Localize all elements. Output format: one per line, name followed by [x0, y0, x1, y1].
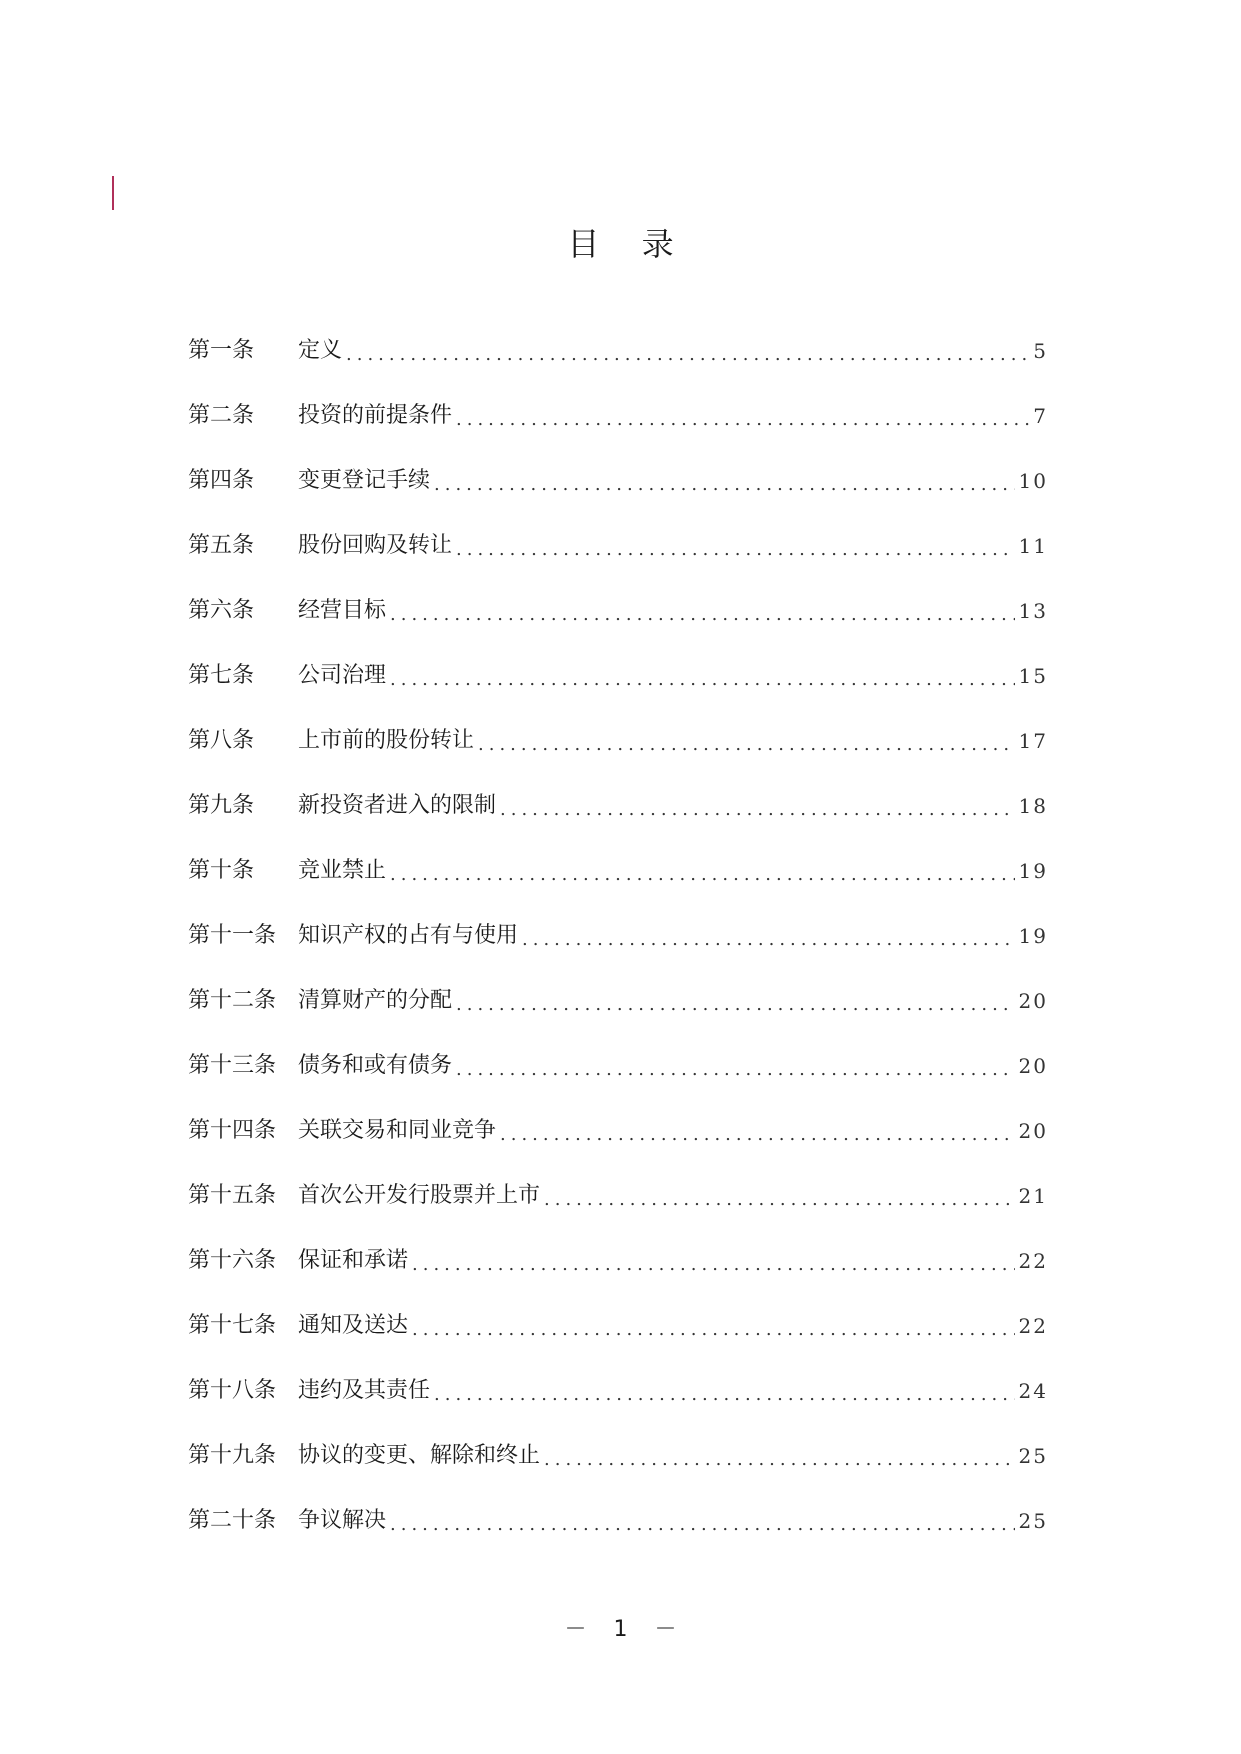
toc-entry-title: 通知及送达 — [298, 1312, 409, 1338]
toc-entry-title: 协议的变更、解除和终止 — [298, 1442, 541, 1468]
toc-dot-leader — [390, 661, 1015, 691]
toc-entry-number: 第九条 — [188, 792, 255, 818]
toc-entry[interactable] — [188, 903, 1048, 968]
toc-dot-leader — [346, 336, 1029, 366]
toc-dot-leader — [434, 466, 1015, 496]
toc-entry[interactable] — [188, 1228, 1048, 1293]
toc-entry[interactable] — [188, 513, 1048, 578]
toc-entry-title: 新投资者进入的限制 — [298, 792, 497, 818]
toc-entry-number: 第十五条 — [188, 1182, 277, 1208]
toc-entry-page: 7 — [1033, 403, 1048, 428]
toc-entry-title: 变更登记手续 — [298, 467, 431, 493]
toc-entry-title: 保证和承诺 — [298, 1247, 409, 1273]
toc-entry-number: 第十四条 — [188, 1117, 277, 1143]
toc-entry-title: 违约及其责任 — [298, 1377, 431, 1403]
toc-entry-page: 22 — [1018, 1313, 1048, 1338]
toc-entry-page: 19 — [1018, 858, 1048, 883]
toc-entry-title: 竞业禁止 — [298, 857, 387, 883]
page-title: 目 录 — [567, 225, 690, 263]
toc-entry-page: 17 — [1018, 728, 1048, 753]
toc-entry[interactable] — [188, 1423, 1048, 1488]
toc-entry-page: 5 — [1033, 338, 1048, 363]
toc-entry[interactable] — [188, 1358, 1048, 1423]
toc-entry[interactable] — [188, 383, 1048, 448]
toc-entry-page: 15 — [1018, 663, 1048, 688]
toc-dot-leader — [500, 791, 1015, 821]
toc-entry[interactable] — [188, 773, 1048, 838]
toc-entry-title: 公司治理 — [298, 662, 387, 688]
toc-entry[interactable] — [188, 448, 1048, 513]
toc-dot-leader — [544, 1441, 1015, 1471]
toc-entry-number: 第二十条 — [188, 1507, 277, 1533]
toc-entry-title: 知识产权的占有与使用 — [298, 922, 519, 948]
toc-entry[interactable] — [188, 1098, 1048, 1163]
toc-entry-page: 22 — [1018, 1248, 1048, 1273]
toc-entry-title: 股份回购及转让 — [298, 532, 453, 558]
toc-dot-leader — [456, 1051, 1015, 1081]
toc-entry-title: 定义 — [298, 337, 343, 363]
toc-entry[interactable] — [188, 1293, 1048, 1358]
toc-dot-leader — [412, 1311, 1015, 1341]
toc-entry-page: 20 — [1018, 988, 1048, 1013]
toc-entry[interactable] — [188, 1033, 1048, 1098]
toc-entry-title: 投资的前提条件 — [298, 402, 453, 428]
toc-dot-leader — [412, 1246, 1015, 1276]
toc-dot-leader — [434, 1376, 1015, 1406]
toc-dot-leader — [500, 1116, 1015, 1146]
toc-entry-number: 第八条 — [188, 727, 255, 753]
toc-entry-number: 第十九条 — [188, 1442, 277, 1468]
toc-entry-page: 13 — [1018, 598, 1048, 623]
toc-entry[interactable] — [188, 578, 1048, 643]
toc-dot-leader — [456, 531, 1015, 561]
toc-entry[interactable] — [188, 968, 1048, 1033]
toc-entry-number: 第十八条 — [188, 1377, 277, 1403]
toc-entry-title: 上市前的股份转让 — [298, 727, 475, 753]
toc-dot-leader — [390, 1506, 1015, 1536]
table-of-contents — [188, 318, 1048, 1553]
toc-entry-number: 第十二条 — [188, 987, 277, 1013]
toc-entry-number: 第十七条 — [188, 1312, 277, 1338]
toc-entry[interactable] — [188, 708, 1048, 773]
toc-entry-number: 第四条 — [188, 467, 255, 493]
toc-entry-title: 经营目标 — [298, 597, 387, 623]
toc-entry-number: 第六条 — [188, 597, 255, 623]
toc-entry-page: 19 — [1018, 923, 1048, 948]
toc-entry-page: 25 — [1018, 1508, 1048, 1533]
toc-entry-page: 20 — [1018, 1053, 1048, 1078]
toc-entry-title: 争议解决 — [298, 1507, 387, 1533]
toc-entry-number: 第二条 — [188, 402, 255, 428]
toc-entry[interactable] — [188, 1163, 1048, 1228]
toc-dot-leader — [390, 856, 1015, 886]
toc-entry-title: 清算财产的分配 — [298, 987, 453, 1013]
toc-entry-title: 关联交易和同业竞争 — [298, 1117, 497, 1143]
margin-mark — [112, 176, 114, 210]
toc-entry-page: 25 — [1018, 1443, 1048, 1468]
toc-entry-number: 第十三条 — [188, 1052, 277, 1078]
toc-entry[interactable] — [188, 318, 1048, 383]
toc-entry-number: 第七条 — [188, 662, 255, 688]
toc-entry[interactable] — [188, 1488, 1048, 1553]
toc-dot-leader — [544, 1181, 1015, 1211]
toc-entry-number: 第十六条 — [188, 1247, 277, 1273]
toc-dot-leader — [522, 921, 1015, 951]
toc-entry-page: 24 — [1018, 1378, 1048, 1403]
toc-entry-page: 20 — [1018, 1118, 1048, 1143]
toc-entry-page: 21 — [1018, 1183, 1048, 1208]
toc-dot-leader — [390, 596, 1015, 626]
toc-entry-number: 第十条 — [188, 857, 255, 883]
toc-entry-number: 第一条 — [188, 337, 255, 363]
toc-entry-number: 第五条 — [188, 532, 255, 558]
toc-entry-title: 首次公开发行股票并上市 — [298, 1182, 541, 1208]
toc-dot-leader — [456, 401, 1029, 431]
page-number: － 1 － — [564, 1617, 687, 1642]
toc-entry-number: 第十一条 — [188, 922, 277, 948]
toc-entry-page: 11 — [1018, 533, 1048, 558]
toc-dot-leader — [456, 986, 1015, 1016]
toc-entry-title: 债务和或有债务 — [298, 1052, 453, 1078]
toc-entry[interactable] — [188, 643, 1048, 708]
toc-entry-page: 18 — [1018, 793, 1048, 818]
toc-entry[interactable] — [188, 838, 1048, 903]
toc-dot-leader — [478, 726, 1015, 756]
toc-entry-page: 10 — [1018, 468, 1048, 493]
